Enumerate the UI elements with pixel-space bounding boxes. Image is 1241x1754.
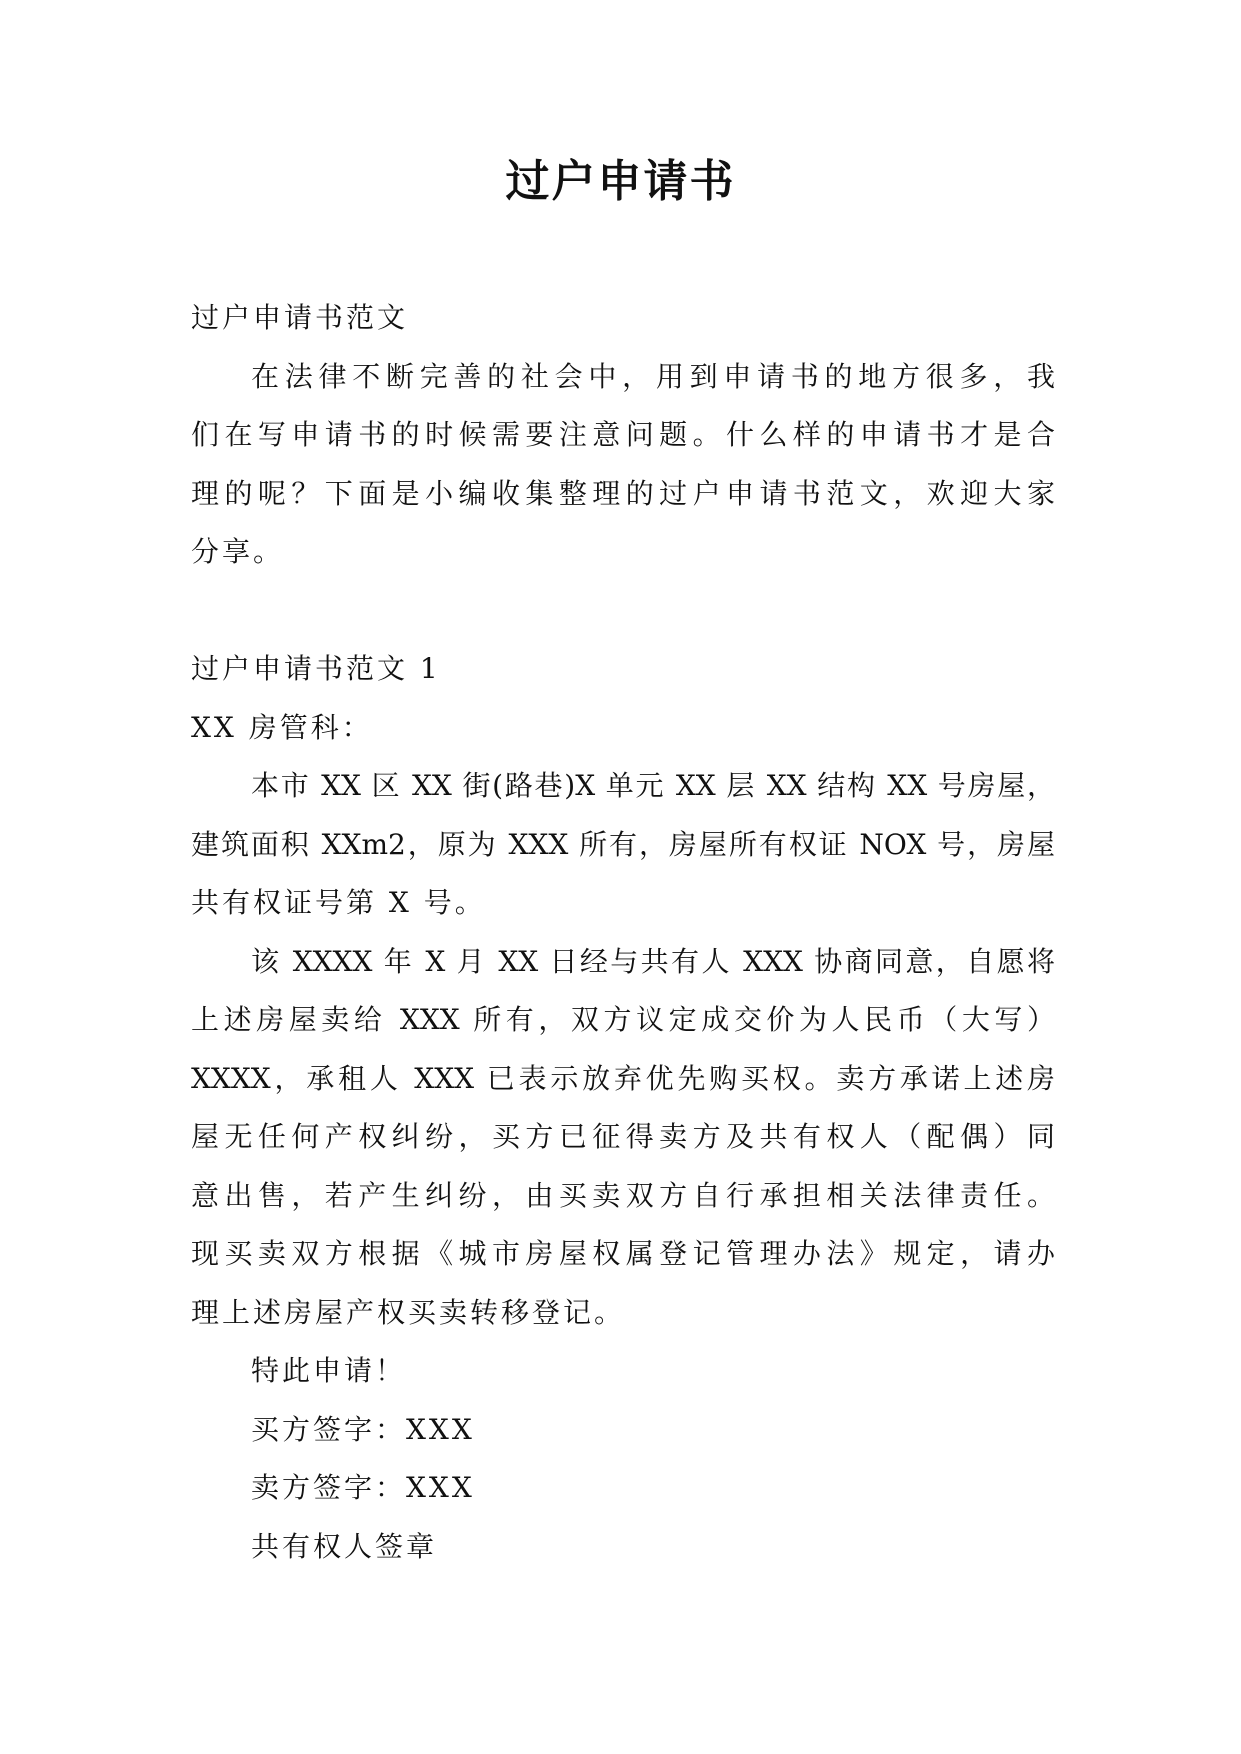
intro-paragraph: [191, 348, 1055, 582]
document-title: 过户申请书: [505, 156, 736, 207]
seller-signature: 卖方签字：XXX: [251, 1471, 475, 1504]
sample-heading: 过户申请书范文 1: [191, 652, 441, 685]
intro-line: 在法律不断完善的社会中，用到申请书的地方很多，我: [251, 359, 1055, 393]
intro-line: 们在写申请书的时候需要注意问题。什么样的申请书才是合: [191, 418, 1055, 451]
paragraph-line: 本市 XX 区 XX 街(路巷)X 单元 XX 层 XX 结构 XX 号房屋，: [251, 769, 1055, 802]
buyer-signature: 买方签字：XXX: [251, 1412, 475, 1446]
closing-line: 特此申请！: [251, 1354, 407, 1387]
section-heading: 过户申请书范文: [191, 301, 409, 334]
blank-line: [191, 582, 1055, 641]
intro-line: 理的呢？下面是小编收集整理的过户申请书范文，欢迎大家: [191, 476, 1055, 510]
paragraph-line: 现买卖双方根据《城市房屋权属登记管理办法》规定，请办: [191, 1237, 1055, 1270]
agreement-paragraph: [191, 933, 1055, 1343]
paragraph-line: 上述房屋卖给 XXX 所有，双方议定成交价为人民币（大写）: [191, 1003, 1055, 1036]
paragraph-line: XXXX，承租人 XXX 已表示放弃优先购买权。卖方承诺上述房: [191, 1061, 1055, 1095]
paragraph-line: 屋无任何产权纠纷，买方已征得卖方及共有权人（配偶）同: [191, 1120, 1055, 1153]
paragraph-line: 意出售，若产生纠纷，由买卖双方自行承担相关法律责任。: [191, 1178, 1055, 1212]
intro-line: 分享。: [191, 535, 285, 568]
addressee: XX 房管科：: [191, 710, 373, 744]
paragraph-line: 该 XXXX 年 X 月 XX 日经与共有人 XXX 协商同意，自愿将: [251, 944, 1055, 978]
co-owner-seal: 共有权人签章: [251, 1529, 438, 1563]
property-paragraph: [191, 757, 1055, 933]
document-body: [191, 289, 1055, 1576]
paragraph-line: 共有权证号第 X 号。: [191, 886, 486, 919]
paragraph-line: 建筑面积 XXm2，原为 XXX 所有，房屋所有权证 NOX 号，房屋: [191, 827, 1055, 861]
paragraph-line: 理上述房屋产权买卖转移登记。: [191, 1295, 626, 1329]
